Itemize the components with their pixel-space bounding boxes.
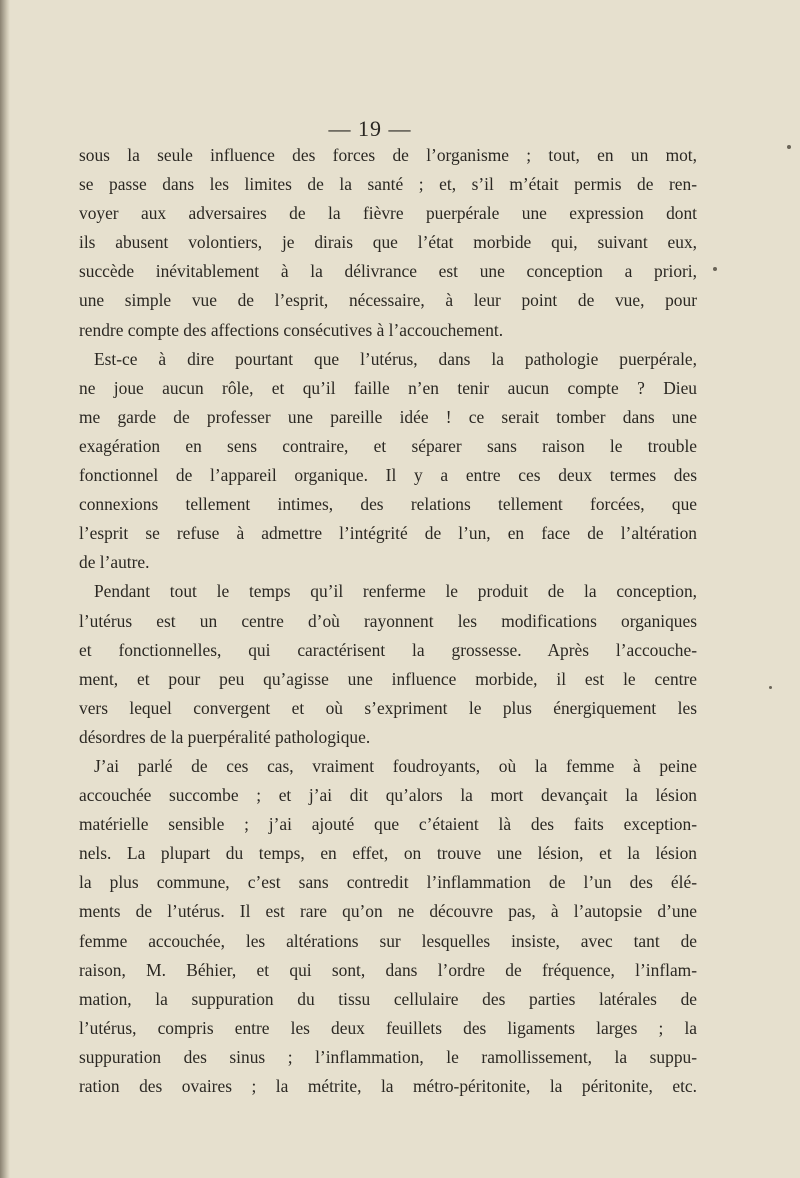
text-line: rendre compte des affections consécutives à l’accouchement. bbox=[79, 319, 504, 340]
text-line: une simple vue de l’esprit, nécessaire, à leur point de vue, pour bbox=[79, 290, 697, 311]
text-line: suppuration des sinus ; l’inflammation, le ramollissement, la suppu- bbox=[79, 1046, 697, 1067]
text-line: matérielle sensible ; j’ai ajouté que c’étaient là des faits exception- bbox=[79, 814, 697, 835]
paper-speck bbox=[769, 686, 772, 689]
text-line: Pendant tout le temps qu’il renferme le produit de la conception, bbox=[94, 581, 697, 602]
text-line: ment, et pour peu qu’agisse une influence morbide, il est le centre bbox=[79, 668, 697, 689]
text-line: ne joue aucun rôle, et qu’il faille n’en tenir aucun compte ? Dieu bbox=[79, 377, 697, 398]
paper-speck bbox=[787, 145, 791, 149]
text-line: l’utérus, compris entre les deux feuillets des ligaments larges ; la bbox=[79, 1017, 697, 1038]
paper-speck bbox=[713, 267, 717, 271]
text-line: l’utérus est un centre d’où rayonnent les modifications organiques bbox=[79, 610, 697, 631]
page-number: — 19 — bbox=[328, 116, 412, 141]
text-line: la plus commune, c’est sans contredit l’inflammation de l’un des élé- bbox=[79, 872, 697, 893]
text-line: mation, la suppuration du tissu cellulaire des parties latérales de bbox=[79, 988, 697, 1009]
text-line: fonctionnel de l’appareil organique. Il y a entre ces deux termes des bbox=[79, 465, 697, 486]
text-line: accouchée succombe ; et j’ai dit qu’alors la mort devançait la lésion bbox=[79, 785, 697, 806]
text-line: femme accouchée, les altérations sur lesquelles insiste, avec tant de bbox=[79, 930, 697, 951]
text-line: se passe dans les limites de la santé ; et, s’il m’était permis de ren- bbox=[79, 174, 697, 195]
text-line: succède inévitablement à la délivrance est une conception a priori, bbox=[79, 261, 697, 282]
text-line: ils abusent volontiers, je dirais que l’état morbide qui, suivant eux, bbox=[79, 232, 697, 253]
text-line: raison, M. Béhier, et qui sont, dans l’ordre de fréquence, l’inflam- bbox=[79, 959, 697, 980]
text-line: Est-ce à dire pourtant que l’utérus, dans la pathologie puerpérale, bbox=[94, 348, 697, 369]
text-line: désordres de la puerpéralité pathologique. bbox=[79, 726, 371, 747]
text-line: ments de l’utérus. Il est rare qu’on ne découvre pas, à l’autopsie d’une bbox=[79, 901, 697, 922]
text-line: vers lequel convergent et où s’expriment le plus énergiquement les bbox=[79, 697, 697, 718]
body-text bbox=[79, 141, 697, 1101]
text-line: nels. La plupart du temps, en effet, on trouve une lésion, et la lésion bbox=[79, 843, 697, 864]
text-line: J’ai parlé de ces cas, vraiment foudroyants, où la femme à peine bbox=[94, 755, 697, 776]
text-line: ration des ovaires ; la métrite, la métro-péritonite, la péritonite, etc. bbox=[79, 1076, 697, 1096]
text-line: et fonctionnelles, qui caractérisent la grossesse. Après l’accouche- bbox=[79, 639, 697, 660]
text-line: voyer aux adversaires de la fièvre puerpérale une expression dont bbox=[79, 203, 697, 224]
text-line: exagération en sens contraire, et séparer sans raison le trouble bbox=[79, 435, 697, 456]
text-line: sous la seule influence des forces de l’organisme ; tout, en un mot, bbox=[79, 145, 697, 165]
text-line: me garde de professer une pareille idée ! ce serait tomber dans une bbox=[79, 406, 697, 427]
text-line: de l’autre. bbox=[79, 552, 150, 573]
binding-edge bbox=[0, 0, 10, 1178]
text-line: connexions tellement intimes, des relations tellement forcées, que bbox=[79, 494, 697, 515]
text-line: l’esprit se refuse à admettre l’intégrité de l’un, en face de l’altération bbox=[79, 523, 697, 544]
